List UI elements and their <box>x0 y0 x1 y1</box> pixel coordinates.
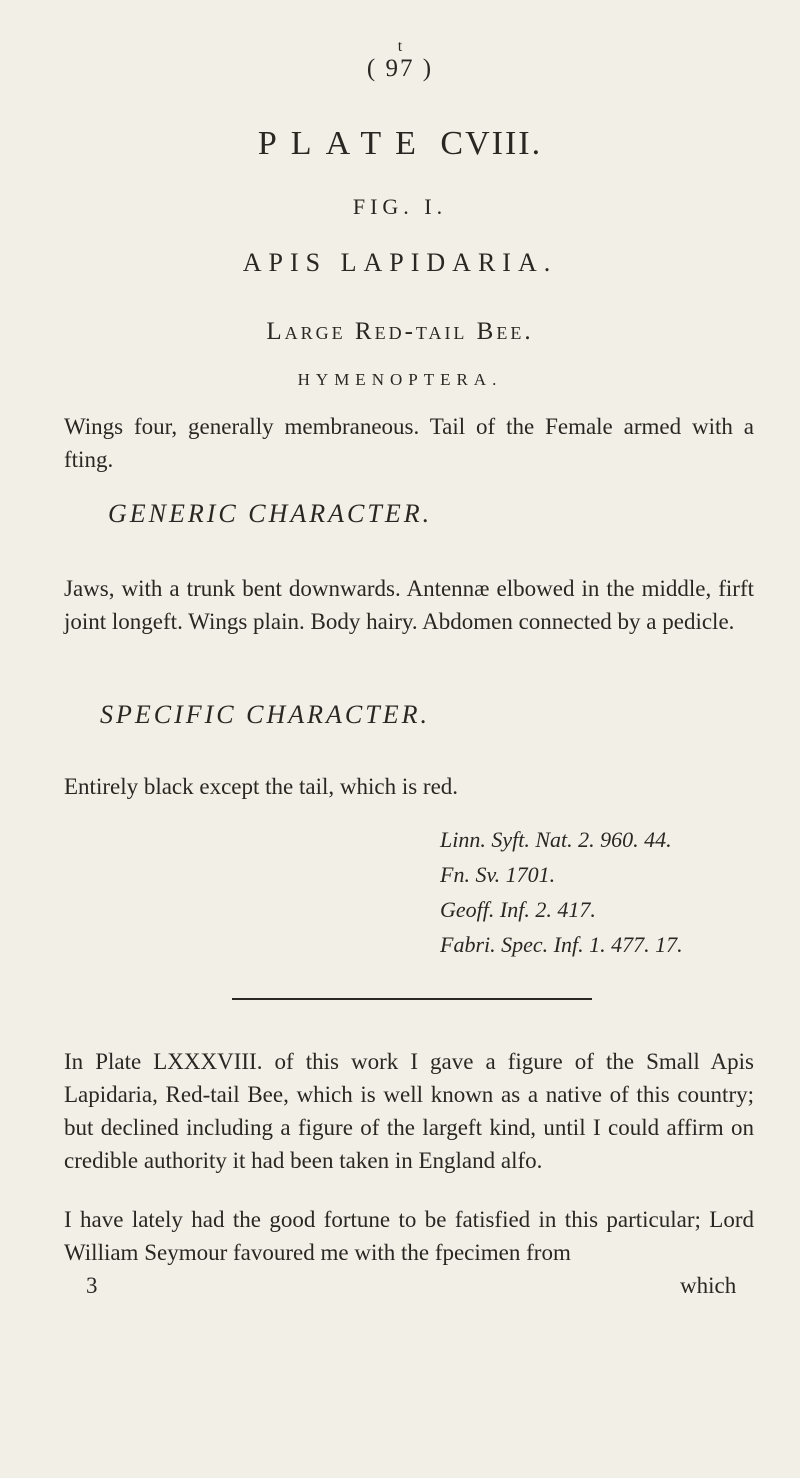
generic-character-text: Jaws, with a trunk bent downwards. Antennæ elbowed in the middle, firft joint longeft. Wings plain. Body hairy. Abdomen connected by a pedicle. <box>64 576 754 634</box>
body-paragraph: I have lately had the good fortune to be fatisfied in this particular; Lord William Seymour favoured me with the fpecimen from <box>64 1207 754 1265</box>
divider-rule <box>232 998 592 1000</box>
figure-label: FIG. I. <box>352 194 448 219</box>
plate-numeral: CVIII. <box>440 125 543 162</box>
body-paragraph: In Plate LXXXVIII. of this work I gave a figure of the Small Apis Lapidaria, Red-tail Bee, which is well known as a native of this country; but declined including a figure of the largeft kind, until I could affirm on credible authority it had been taken in England alfo. <box>64 1049 754 1173</box>
page-mark: t <box>397 38 403 55</box>
plate-word: PLATE <box>257 125 430 162</box>
species-name: APIS LAPIDARIA. <box>242 248 558 277</box>
reference-item: Geoff. Inf. 2. 417. <box>440 897 596 922</box>
generic-character-heading: GENERIC CHARACTER. <box>108 499 433 528</box>
order-name: HYMENOPTERA. <box>297 370 503 389</box>
reference-item: Fn. Sv. 1701. <box>440 862 556 887</box>
plate-title <box>0 125 800 163</box>
page-number: ( 97 ) <box>366 55 434 82</box>
order-description: Wings four, generally membraneous. Tail of the Female armed with a fting. <box>64 414 754 472</box>
specific-character-heading: SPECIFIC CHARACTER. <box>100 700 430 729</box>
catchword: which <box>680 1273 737 1298</box>
reference-item: Fabri. Spec. Inf. 1. 477. 17. <box>440 932 683 957</box>
common-name: Large Red-tail Bee. <box>266 318 534 345</box>
signature-mark: 3 <box>86 1273 98 1298</box>
specific-character-text: Entirely black except the tail, which is red. <box>64 774 459 799</box>
references-list <box>440 822 770 962</box>
reference-item: Linn. Syft. Nat. 2. 960. 44. <box>440 827 672 852</box>
